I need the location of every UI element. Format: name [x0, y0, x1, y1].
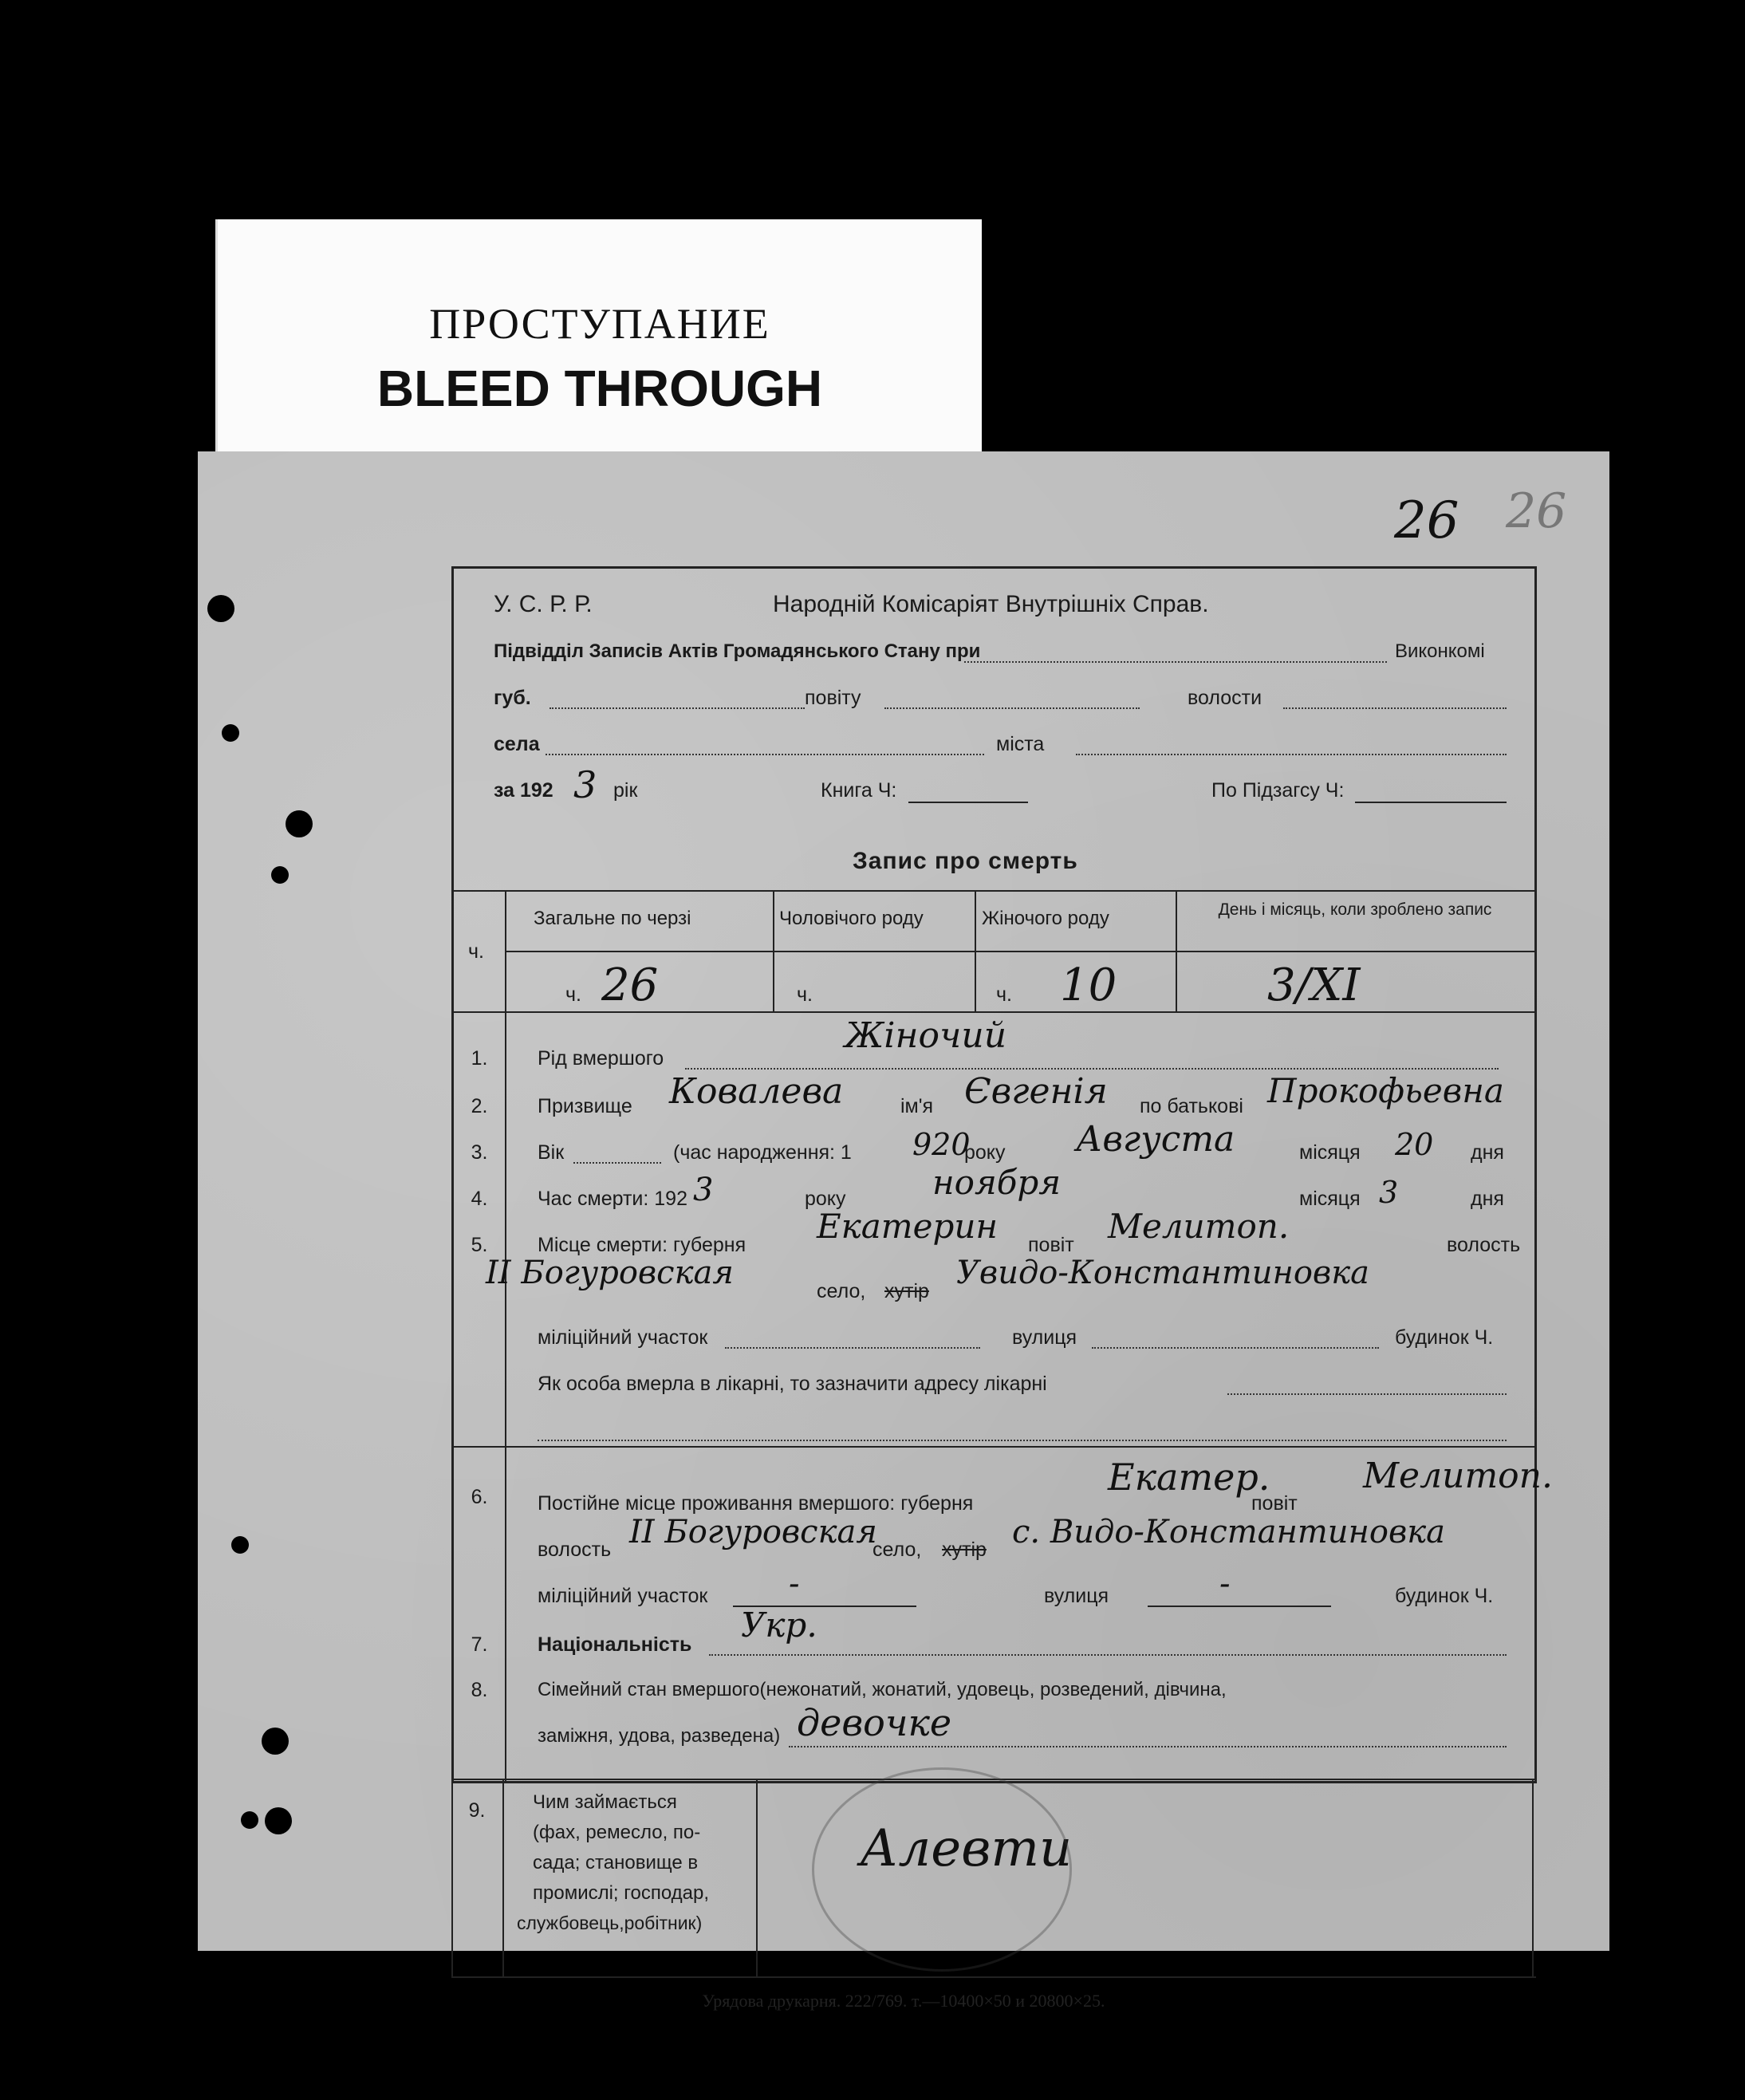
col-header-female: Жіночого роду [982, 908, 1109, 929]
ch-prefix-total: ч. [565, 983, 581, 1006]
ministry-header: Народній Комісаріят Внутрішніх Справ. [773, 591, 1209, 617]
death-povit-value: Мелитоп. [1108, 1207, 1290, 1246]
name-label: ім'я [900, 1095, 934, 1117]
folio-number: 26 [1394, 491, 1459, 550]
volost-label: волость [538, 1539, 612, 1561]
patronymic-value: Прокофьевна [1267, 1071, 1504, 1110]
row-number: 8. [471, 1679, 488, 1701]
row-number: 7. [471, 1633, 488, 1656]
punch-hole [286, 810, 313, 837]
punch-hole [271, 866, 289, 884]
militia-label: міліційний участок [538, 1326, 708, 1349]
death-month-value: ноября [932, 1163, 1062, 1202]
house-label: будинок Ч. [1395, 1326, 1494, 1349]
occupation-label-line: (фах, ремесло, по- [533, 1822, 701, 1843]
gub-label: губ. [494, 687, 531, 709]
surname-value: Ковалева [669, 1071, 844, 1112]
ch-label: ч. [468, 940, 484, 963]
death-place-label: Місце смерти: губерня [538, 1234, 746, 1256]
subdept-label: Підвідділ Записів Актів Громадянського Стану при [494, 640, 981, 662]
republic-header: У. С. Р. Р. [494, 591, 593, 617]
patronymic-label: по батькові [1140, 1095, 1243, 1117]
executive-label: Виконкомі [1395, 640, 1485, 662]
col-header-date: День і місяць, коли зроблено запис [1218, 900, 1492, 919]
death-gub-value: Екатерин [817, 1207, 999, 1246]
residence-militia-value: - [789, 1566, 800, 1602]
ch-prefix-male: ч. [797, 983, 813, 1006]
month-label: місяця [1299, 1141, 1361, 1164]
death-selo-value: Увидо-Константиновка [956, 1255, 1369, 1291]
ch-prefix-female: ч. [996, 983, 1012, 1006]
residence-selo-value: с. Видо-Константиновка [1012, 1514, 1445, 1550]
value-date: 3/XI [1267, 959, 1361, 1011]
book-label: Книга Ч: [821, 779, 897, 802]
punch-hole [231, 1536, 249, 1554]
day-label: дня [1471, 1141, 1504, 1164]
month-label: місяця [1299, 1188, 1361, 1210]
selo-label: село, [872, 1539, 922, 1561]
year-digit: 3 [573, 763, 597, 806]
povit-label: повіт [1251, 1492, 1298, 1515]
residence-label: Постійне місце проживання вмершого: губерня [538, 1492, 974, 1515]
name-value: Євгенія [964, 1071, 1108, 1112]
selo-label: село, [817, 1280, 866, 1302]
row-number: 3. [471, 1141, 488, 1164]
house-label: будинок Ч. [1395, 1585, 1494, 1607]
death-day-value: 3 [1379, 1175, 1399, 1210]
year-prefix: за 192 [494, 779, 553, 802]
punch-hole [222, 724, 239, 742]
value-female: 10 [1060, 959, 1117, 1011]
year-suffix: рік [613, 779, 638, 802]
punch-hole [207, 595, 234, 622]
deceased-gender-value: Жіночий [845, 1015, 1007, 1056]
occupation-value: Алевти [860, 1819, 1073, 1878]
printer-footer: Урядова друкарня. 222/769. т.—10400×50 и 20800×25. [702, 1991, 1105, 2011]
birth-year-value: 920 [912, 1127, 971, 1162]
residence-street-value: - [1219, 1566, 1231, 1602]
punch-hole [265, 1807, 292, 1834]
row-number: 9. [468, 1799, 486, 1822]
death-volost-value: II Богуровская [486, 1255, 734, 1291]
occupation-label-line: Чим займається [533, 1791, 677, 1813]
subrecord-label: По Підзагсу Ч: [1211, 779, 1345, 802]
age-label: Вік [538, 1141, 565, 1164]
bleed-through-label [215, 219, 982, 468]
death-date-label: Час смерти: 192 [538, 1188, 687, 1210]
volost-label: волости [1188, 687, 1262, 709]
selo-label: села [494, 733, 540, 755]
row-number: 1. [471, 1047, 488, 1070]
punch-hole [262, 1728, 289, 1755]
nationality-value: Укр. [741, 1606, 817, 1645]
faded-stamp [812, 1767, 1072, 1972]
punch-hole [241, 1811, 258, 1829]
street-label: вулиця [1044, 1585, 1109, 1607]
year-label: року [805, 1188, 846, 1210]
hospital-label: Як особа вмерла в лікарні, то зазначити адресу лікарні [538, 1373, 1047, 1395]
death-record-sheet [198, 451, 1609, 2011]
birth-day-value: 20 [1395, 1127, 1434, 1162]
row-number: 4. [471, 1188, 488, 1210]
occupation-label-line: службовець,робітник) [517, 1913, 703, 1933]
residence-volost-value: II Богуровская [629, 1514, 877, 1550]
col-header-male: Чоловічого роду [779, 908, 924, 929]
povit-label: повіту [805, 687, 861, 709]
khutir-label: хутір [884, 1280, 929, 1302]
folio-number-stamped: 26 [1506, 483, 1567, 539]
deceased-gender-label: Рід вмершого [538, 1047, 664, 1070]
row-number: 5. [471, 1234, 488, 1256]
death-record-form [451, 566, 1553, 1783]
form-title: Запис про смерть [853, 848, 1078, 874]
marital-label: Сімейний стан вмершого(нежонатий, жонатий, удовець, розведений, дівчина, [538, 1679, 1227, 1700]
birth-month-value: Августа [1076, 1119, 1235, 1160]
occupation-label-line: сада; становище в [533, 1852, 699, 1873]
row-number: 6. [471, 1486, 488, 1508]
occupation-label-line: промислі; господар, [533, 1882, 710, 1904]
marital-label-2: заміжня, удова, разведена) [538, 1725, 781, 1747]
street-label: вулиця [1012, 1326, 1077, 1349]
volost-label: волость [1447, 1234, 1521, 1256]
povit-label: повіт [1028, 1234, 1074, 1256]
militia-label: міліційний участок [538, 1585, 708, 1607]
col-header-total: Загальне по черзі [534, 908, 691, 929]
row-number: 2. [471, 1095, 488, 1117]
label-russian: ПРОСТУПАНИЕ [429, 300, 770, 348]
birth-label: (час народження: 1 [673, 1141, 852, 1164]
residence-povit-value: Мелитоп. [1363, 1456, 1553, 1496]
residence-gub-value: Екатер. [1108, 1456, 1270, 1499]
label-english: BLEED THROUGH [376, 360, 823, 417]
year-label: року [964, 1141, 1006, 1164]
surname-label: Призвище [538, 1095, 632, 1117]
day-label: дня [1471, 1188, 1504, 1210]
mista-label: міста [996, 733, 1045, 755]
nationality-label: Національність [538, 1633, 692, 1656]
khutir-label: хутір [942, 1539, 987, 1561]
marital-value: девочке [797, 1701, 952, 1744]
death-year-digit: 3 [693, 1172, 714, 1208]
value-total: 26 [601, 959, 659, 1011]
